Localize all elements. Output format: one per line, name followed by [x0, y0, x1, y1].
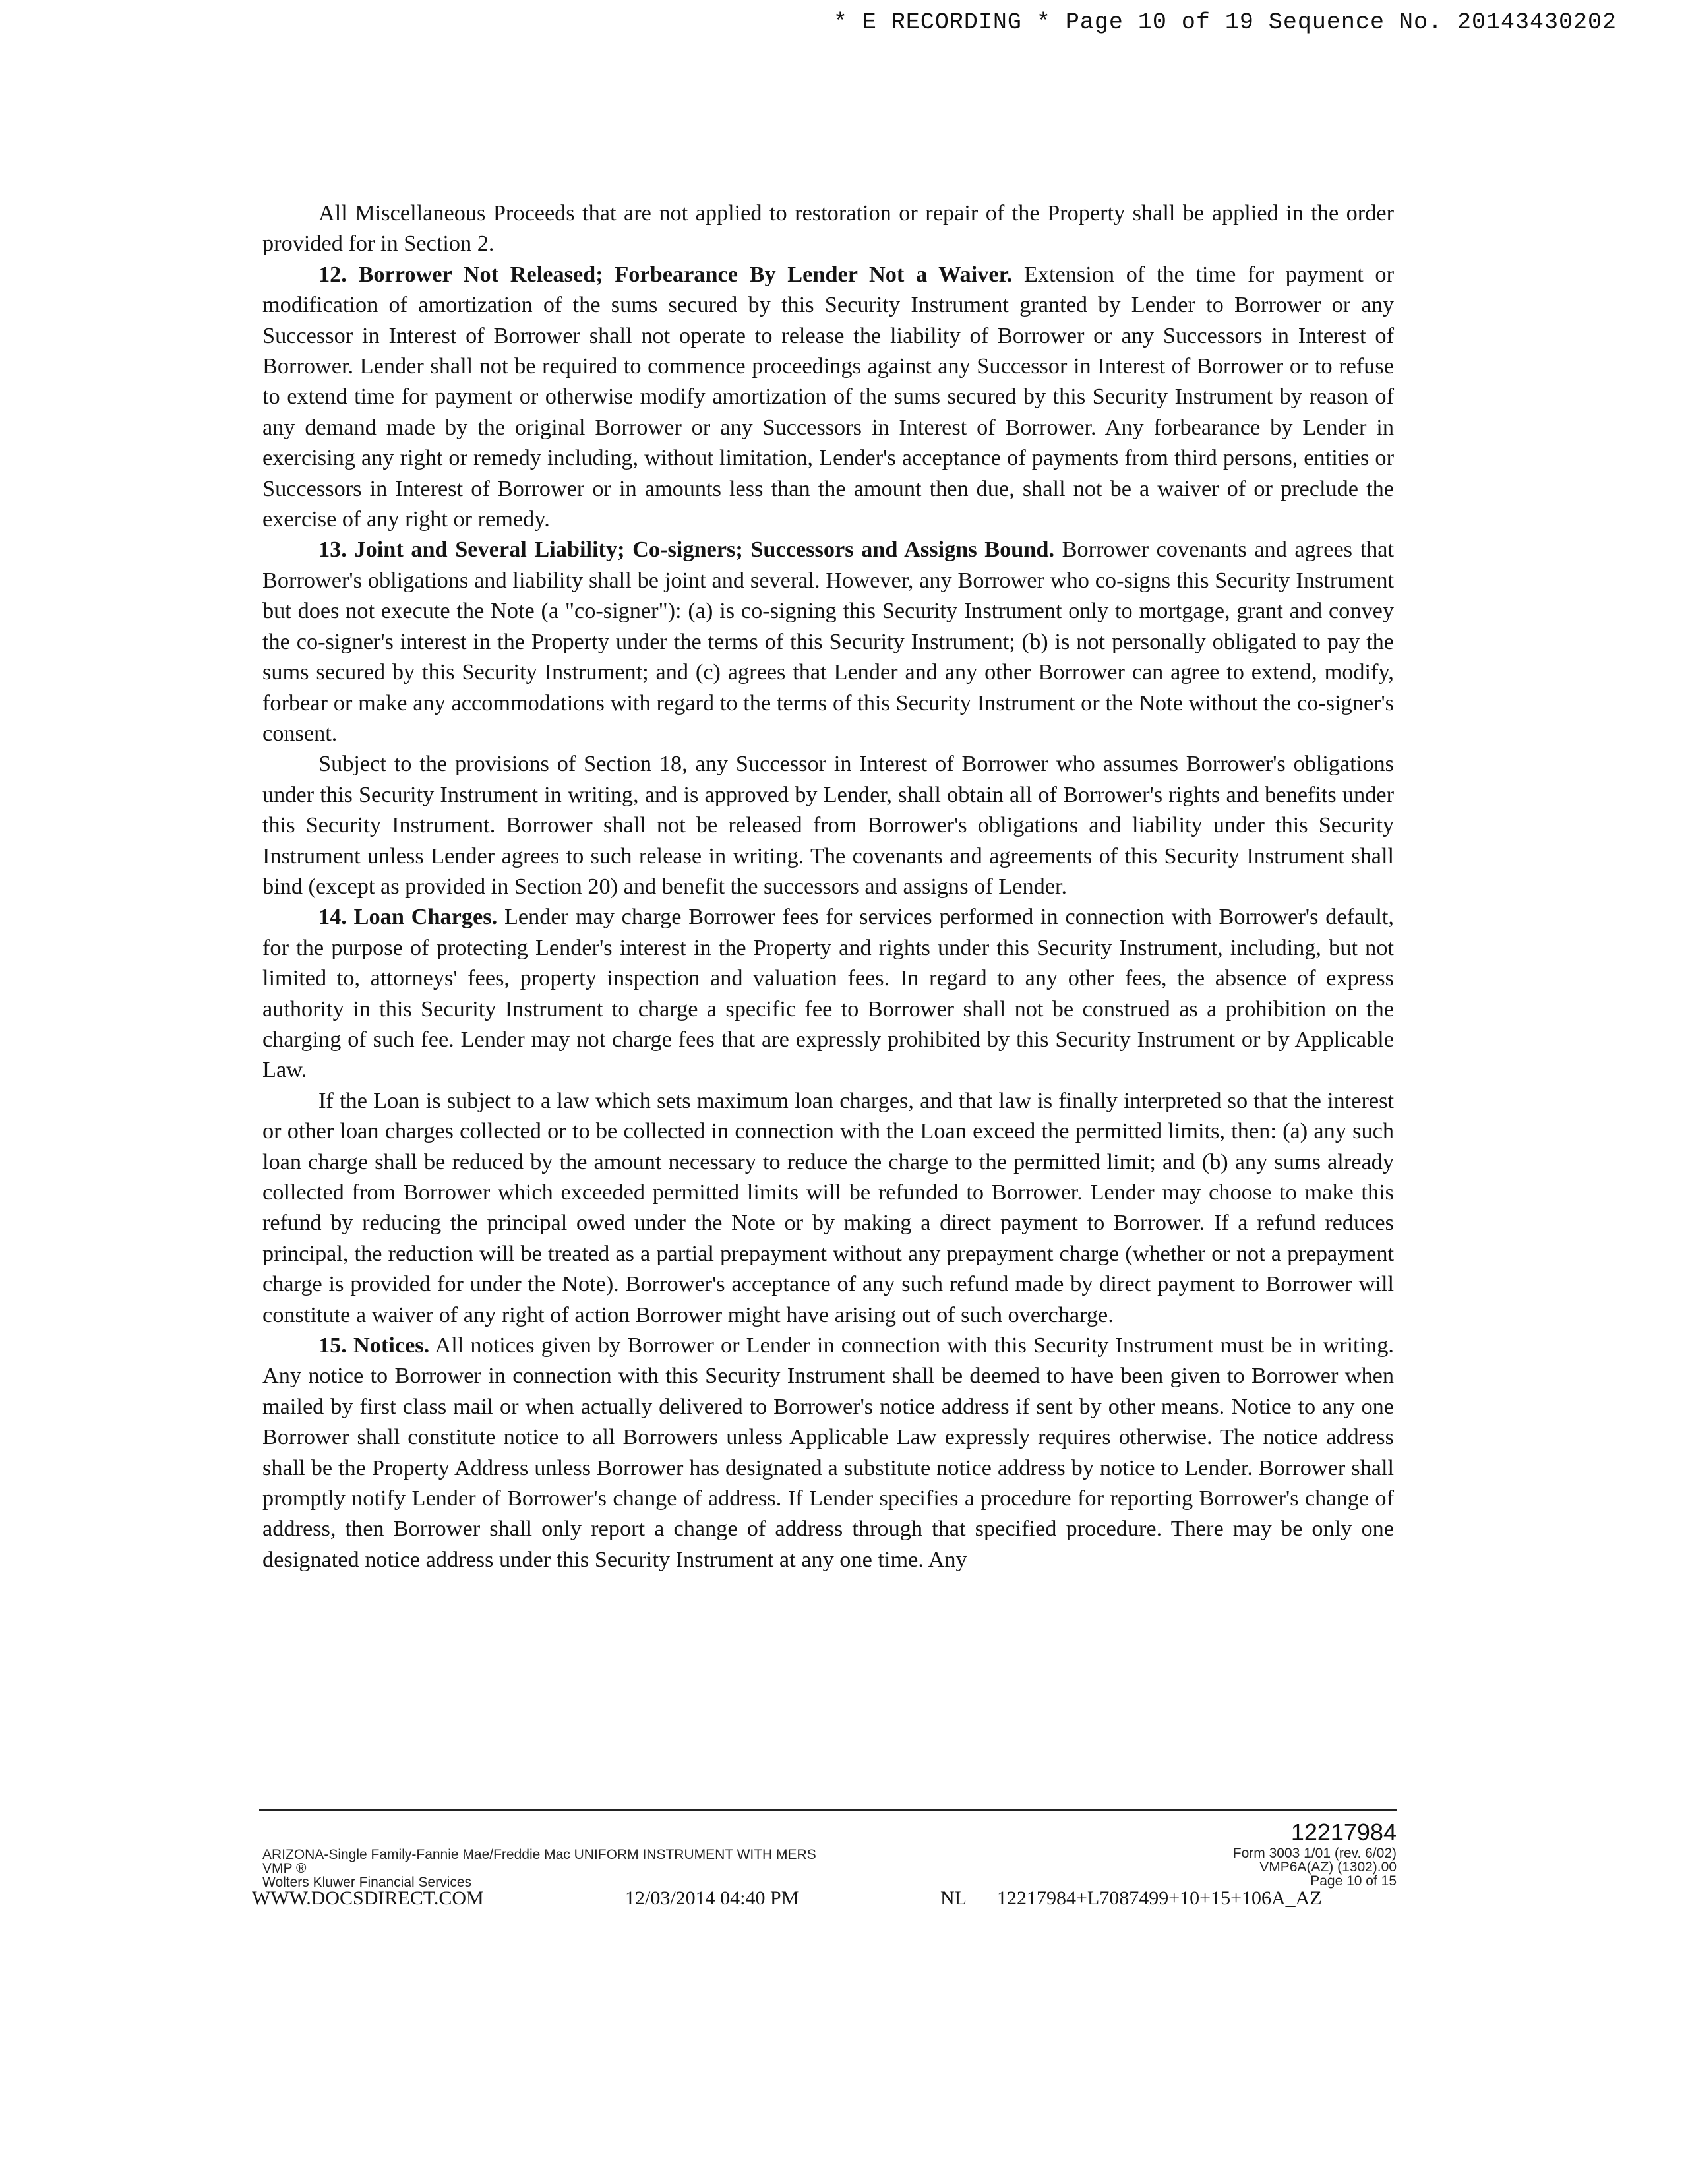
paragraph-text: If the Loan is subject to a law which sets maximum loan charges, and that law is finally interpreted so that the interest or other loan charges collected or to be collected in connection with the Loan exceed the permitted limits, then: (a) any such loan charge shall be reduced by the amount necessary to reduce the charge to the permitted limit; and (b) any sums already collected from Borrower which exceeded permitted limits will be refunded to Borrower. Lender may choose to make this refund by reducing the principal owed under the Note or by making a direct payment to Borrower. If a refund reduces principal, the reduction will be treated as a partial prepayment without any prepayment charge (whether or not a prepayment charge is provided for under the Note). Borrower's acceptance of any such refund made by direct payment to Borrower will constitute a waiver of any right of action Borrower might have arising out of such overcharge.	[262, 1087, 1394, 1327]
print-datetime: 12/03/2014 04:40 PM	[625, 1887, 799, 1909]
form-number: Form 3003 1/01 (rev. 6/02)	[1232, 1846, 1397, 1861]
footer-form-info	[262, 1848, 816, 1889]
paragraph	[262, 534, 1394, 748]
recording-header: * E RECORDING * Page 10 of 19 Sequence No. 20143430202	[833, 9, 1617, 36]
footer-divider	[259, 1809, 1397, 1811]
page-number: Page 10 of 15	[1310, 1873, 1397, 1889]
paragraph	[262, 259, 1394, 535]
vmp-mark: VMP ®	[262, 1861, 307, 1876]
paragraph-text: All notices given by Borrower or Lender in connection with this Security Instrument must be in writing. Any notice to Borrower in connection with this Security Instrument shall be deemed to have been given to Borrower when mailed by first class mail or when actually delivered to Borrower's notice address if sent by other means. Notice to any one Borrower shall constitute notice to all Borrowers unless Applicable Law expressly requires otherwise. The notice address shall be the Property Address unless Borrower has designated a substitute notice address by notice to Lender. Borrower shall promptly notify Lender of Borrower's change of address. If Lender specifies a procedure for reporting Borrower's change of address, then Borrower shall only report a change of address through that specified procedure. There may be only one designated notice address under this Security Instrument at any one time. Any	[262, 1333, 1394, 1572]
publisher: Wolters Kluwer Financial Services	[262, 1875, 472, 1890]
paragraph	[262, 1330, 1394, 1575]
paragraph-text: Subject to the provisions of Section 18, any Successor in Interest of Borrower who assumes Borrower's obligations under this Security Instrument in writing, and is approved by Lender, shall obtain all of Borrower's rights and benefits under this Security Instrument. Borrower shall not be released from Borrower's obligations and liability under this Security Instrument unless Lender agrees to such release in writing. The covenants and agreements of this Security Instrument shall bind (except as provided in Section 20) and benefit the successors and assigns of Lender.	[262, 751, 1394, 899]
paragraph-text: Extension of the time for payment or modification of amortization of the sums secured by this Security Instrument granted by Lender to Borrower or any Successor in Interest of Borrower shall not operate to release the liability of Borrower or any Successors in Interest of Borrower. Lender shall not be required to commence proceedings against any Successor in Interest of Borrower or to refuse to extend time for payment or otherwise modify amortization of the sums secured by this Security Instrument by reason of any demand made by the original Borrower or any Successors in Interest of Borrower. Any forbearance by Lender in exercising any right or remedy including, without limitation, Lender's acceptance of payments from third persons, entities or Successors in Interest of Borrower or in amounts less than the amount then due, shall not be a waiver of or preclude the exercise of any right or remedy.	[262, 261, 1394, 532]
paragraph	[262, 198, 1394, 259]
paragraph	[262, 748, 1394, 901]
section-heading: 13. Joint and Several Liability; Co-signers; Successors and Assigns Bound.	[318, 537, 1055, 562]
section-heading: 12. Borrower Not Released; Forbearance By Lender Not a Waiver.	[318, 261, 1013, 287]
paragraph	[262, 901, 1394, 1085]
form-title: ARIZONA-Single Family-Fannie Mae/Freddie Mac UNIFORM INSTRUMENT WITH MERS	[262, 1847, 816, 1862]
section-heading: 14. Loan Charges.	[318, 904, 498, 930]
website: WWW.DOCSDIRECT.COM	[252, 1887, 484, 1909]
footer-bottom-line	[252, 1887, 1439, 1914]
paragraph-text: All Miscellaneous Proceeds that are not applied to restoration or repair of the Property shall be applied in the order provided for in Section 2.	[262, 200, 1394, 257]
tracking-code: 12217984+L7087499+10+15+106A_AZ	[997, 1887, 1322, 1909]
footer-form-number	[1233, 1846, 1397, 1888]
vmp-code: VMP6A(AZ) (1302).00	[1259, 1860, 1397, 1875]
paragraph-text: Borrower covenants and agrees that Borrower's obligations and liability shall be joint and several. However, any Borrower who co-signs this Security Instrument but does not execute the Note (a "co-signer"): (a) is co-signing this Security Instrument only to mortgage, grant and convey the co-signer's interest in the Property under the terms of this Security Instrument; (b) is not personally obligated to pay the sums secured by this Security Instrument; and (c) agrees that Lender and any other Borrower can agree to extend, modify, forbear or make any accommodations with regard to the terms of this Security Instrument or the Note without the co-signer's consent.	[262, 537, 1395, 746]
paragraph-text: Lender may charge Borrower fees for services performed in connection with Borrower's default, for the purpose of protecting Lender's interest in the Property and rights under this Security Instrument, including, but not limited to, attorneys' fees, property inspection and valuation fees. In regard to any other fees, the absence of express authority in this Security Instrument to charge a specific fee to Borrower shall not be construed as a prohibition on the charging of such fee. Lender may not charge fees that are expressly prohibited by this Security Instrument or by Applicable Law.	[262, 904, 1394, 1083]
document-body	[262, 198, 1394, 1575]
section-heading: 15. Notices.	[318, 1333, 430, 1358]
paragraph	[262, 1085, 1394, 1330]
footer-doc-id: 12217984	[1290, 1819, 1397, 1846]
initials: NL	[940, 1887, 967, 1909]
